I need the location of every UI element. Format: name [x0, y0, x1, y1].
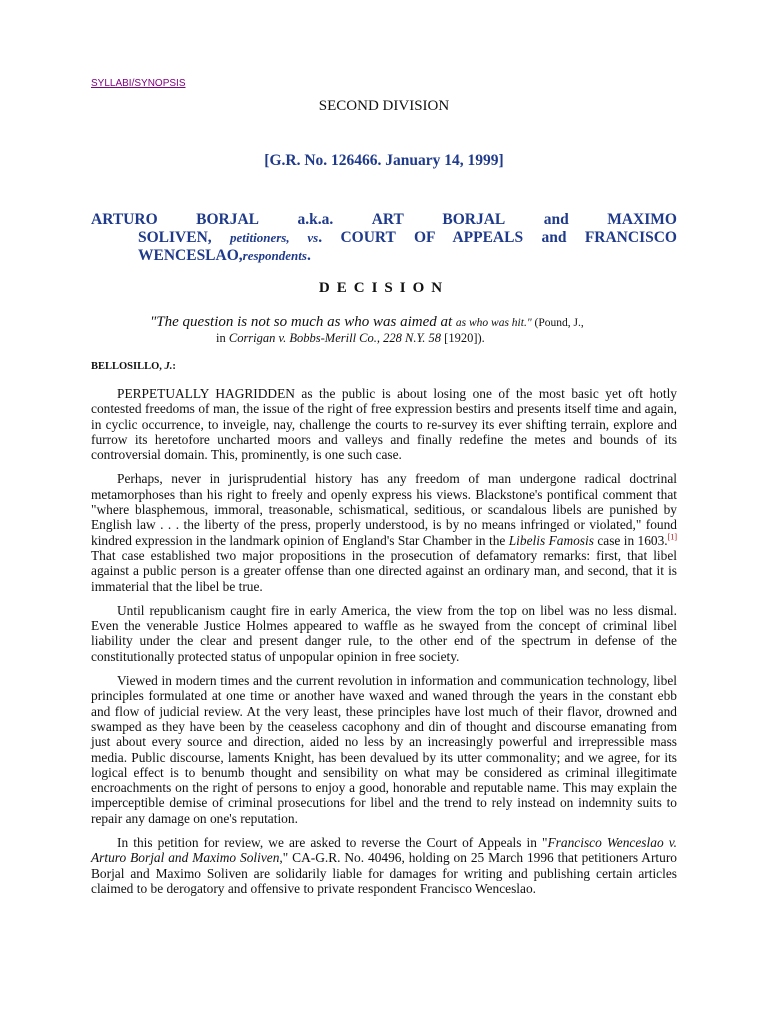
- decision-heading: DECISION: [318, 280, 450, 296]
- ponente-name: BELLOSILLO,: [91, 361, 165, 372]
- caption-text: . COURT OF APPEALS and FRANCISCO: [318, 229, 677, 246]
- case-name: Francisco Wenceslao v. Arturo Borjal and Maximo Soliven: [91, 835, 677, 866]
- paragraph: Viewed in modern times and the current revolution in information and communication technology, libel principles formulated at one time or another have waxed and waned through the years in the constant ebb and flow of judicial review. At the very least, these principles have lost much of their flavor, drowned and swamped as they have been by the ceaseless cacophony and din of thought and discourse emanating from just about every source and direction, aided no less by an increasingly powerful and irrepressible mass media. Public discourse, laments Knight, has been devalued by its utter commonality; and we agree, for its logical effect is to benumb thought and sensibility on what may be considered as criminal illegitimate encroachments on the right of persons to enjoy a good, honorable and reputable name. This may explain the imperceptible demise of criminal prosecutions for libel and the trend to rely instead on indemnity suits to repair any damage on one's reputation.: [91, 673, 677, 826]
- caption-word: ART: [371, 211, 404, 228]
- caption-word: ARTURO: [91, 211, 158, 228]
- petitioners-label: petitioners, vs: [230, 230, 319, 245]
- case-number: [G.R. No. 126466. January 14, 1999]: [264, 152, 504, 169]
- case-caption: [91, 211, 677, 265]
- quote-author: (Pound, J.,: [531, 317, 584, 329]
- epigraph-citation: [216, 331, 485, 346]
- caption-text: SOLIVEN,: [138, 229, 231, 246]
- caption-word: BORJAL: [196, 211, 259, 228]
- syllabi-synopsis-link[interactable]: SYLLABI/SYNOPSIS: [91, 78, 186, 89]
- caption-word: a.k.a.: [297, 211, 334, 228]
- paragraph: [91, 835, 677, 896]
- cite-prefix: in: [216, 331, 229, 345]
- decision-body: [91, 386, 677, 905]
- quote-text-small: as who was hit.": [455, 317, 532, 329]
- epigraph-quote: [150, 314, 584, 331]
- caption-line-3: [91, 247, 677, 265]
- case-name: Libelis Famosis: [508, 532, 594, 548]
- paragraph-text: Perhaps, never in jurisprudential history has any freedom of man undergone radical doctrinal metamorphoses than his right to freely and openly express his views. Blackstone's pontifical comment that "where blasphemous, immoral, treasonable, schismatical, seditious, or scandalous libels are punished by English law . . . the liberty of the press, properly understood, is by no means infringed or violated," found kindred expression in the landmark opinion of England's Star Chamber in the: [91, 471, 677, 548]
- cite-case: Corrigan v. Bobbs-Merill Co., 228 N.Y. 58: [228, 331, 442, 345]
- caption-text: WENCESLAO,: [138, 247, 243, 264]
- paragraph-text: ," CA-G.R. No. 40496, holding on 25 March 1996 that petitioners Arturo Borjal and Maximo Soliven are solidarily liable for damages for writing and publishing certain articles claimed to be derogatory and offensive to private respondent Francisco Wenceslao.: [91, 850, 677, 896]
- paragraph-text: That case established two major propositions in the prosecution of defamatory remarks: first, that libel against a public person is a greater offense than one directed against an ordinary man, and second, that it is immaterial that the libel be true.: [91, 547, 677, 594]
- caption-line-1: [91, 211, 677, 229]
- ponente-colon: :: [172, 361, 176, 372]
- paragraph-text: case in 1603.: [593, 532, 668, 548]
- cite-suffix: [1920]).: [441, 331, 485, 345]
- respondents-label: respondents: [242, 248, 307, 263]
- paragraph: Until republicanism caught fire in early America, the view from the top on libel was no less dismal. Even the venerable Justice Holmes appeared to waffle as he swayed from the concept of criminal libel liability under the clear and present danger rule, to the other end of the spectrum in defense of the constitutionally protected status of unpopular opinion in free society.: [91, 602, 677, 664]
- division-heading: SECOND DIVISION: [318, 98, 450, 114]
- caption-word: MAXIMO: [607, 211, 677, 228]
- caption-word: BORJAL: [442, 211, 506, 228]
- ponente: [91, 361, 176, 372]
- quote-text: "The question is not so much as who was aimed at: [150, 314, 456, 330]
- caption-word: and: [543, 211, 569, 228]
- paragraph: PERPETUALLY HAGRIDDEN as the public is about losing one of the most basic yet oft hotly contested freedoms of man, the issue of the right of free expression bestirs and presents itself time and again, in cyclic occurrence, to inveigle, nay, challenge the courts to re-survey its ever shifting terrain, explore and furrow its heretofore uncharted moors and valleys and finally redefine the metes and bounds of its controversial domain. This, prominently, is one such case.: [91, 386, 677, 463]
- footnote-link[interactable]: [1]: [667, 532, 677, 542]
- paragraph-text: In this petition for review, we are asked to reverse the Court of Appeals in ": [117, 835, 548, 851]
- ponente-title: J.: [164, 361, 173, 372]
- caption-line-2: [91, 229, 677, 247]
- paragraph: [91, 471, 677, 593]
- caption-text: .: [306, 247, 311, 264]
